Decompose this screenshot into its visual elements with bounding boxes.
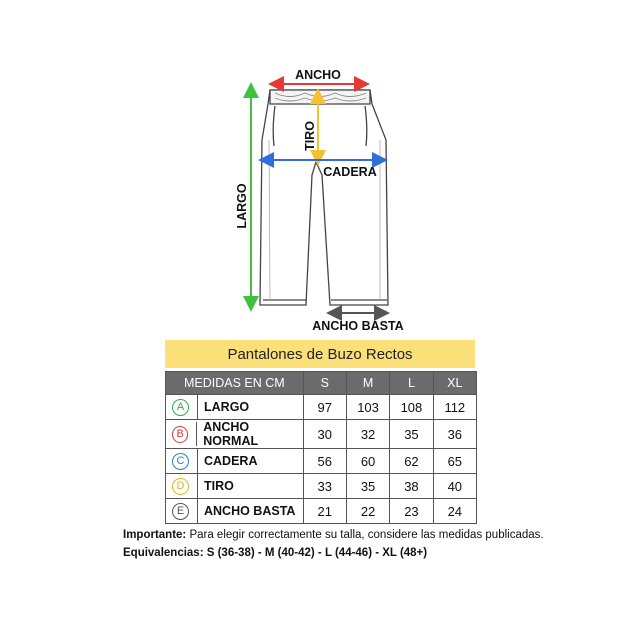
size-value-cell: 97 bbox=[303, 395, 346, 420]
important-label: Importante: bbox=[123, 529, 187, 541]
measure-name: CADERA bbox=[204, 454, 258, 468]
measure-cell bbox=[166, 499, 304, 524]
size-table-header bbox=[166, 372, 477, 395]
size-value-cell: 108 bbox=[390, 395, 433, 420]
size-value-cell: 112 bbox=[433, 395, 476, 420]
ancho-label: ANCHO bbox=[295, 68, 341, 82]
ancho-basta-label: ANCHO BASTA bbox=[312, 319, 404, 333]
table-title: Pantalones de Buzo Rectos bbox=[165, 340, 475, 368]
pants-illustration bbox=[260, 90, 388, 305]
letter-badge-icon: E bbox=[172, 503, 189, 520]
size-value-cell: 24 bbox=[433, 499, 476, 524]
header-measure: MEDIDAS EN CM bbox=[166, 372, 304, 395]
tiro-label: TIRO bbox=[303, 121, 317, 151]
size-value-cell: 40 bbox=[433, 474, 476, 499]
largo-label: LARGO bbox=[235, 183, 249, 229]
important-note bbox=[123, 526, 544, 544]
equivalences-text: Equivalencias: S (36-38) - M (40-42) - L (44-46) - XL (48+) bbox=[123, 547, 428, 559]
measure-cell bbox=[166, 449, 304, 474]
size-value-cell: 60 bbox=[346, 449, 389, 474]
measure-name: ANCHO BASTA bbox=[204, 504, 296, 518]
size-value-cell: 22 bbox=[346, 499, 389, 524]
measure-name: LARGO bbox=[204, 400, 250, 414]
size-value-cell: 103 bbox=[346, 395, 389, 420]
equivalences-note bbox=[123, 544, 544, 562]
size-value-cell: 21 bbox=[303, 499, 346, 524]
size-value-cell: 35 bbox=[346, 474, 389, 499]
important-text: Para elegir correctamente su talla, considere las medidas publicadas. bbox=[186, 529, 544, 541]
size-table bbox=[165, 371, 477, 524]
badge-divider bbox=[196, 422, 197, 446]
letter-badge-icon: B bbox=[172, 426, 188, 443]
size-value-cell: 65 bbox=[433, 449, 476, 474]
header-size-m: M bbox=[346, 372, 389, 395]
size-value-cell: 62 bbox=[390, 449, 433, 474]
size-value-cell: 30 bbox=[303, 420, 346, 449]
size-value-cell: 33 bbox=[303, 474, 346, 499]
table-row bbox=[166, 449, 477, 474]
size-value-cell: 36 bbox=[433, 420, 476, 449]
table-row bbox=[166, 499, 477, 524]
badge-divider bbox=[197, 449, 198, 473]
header-size-l: L bbox=[390, 372, 433, 395]
measure-cell bbox=[166, 395, 304, 420]
measure-name: ANCHO NORMAL bbox=[203, 420, 259, 448]
letter-badge-icon: D bbox=[172, 478, 189, 495]
letter-badge-icon: C bbox=[172, 453, 189, 470]
size-value-cell: 32 bbox=[346, 420, 389, 449]
badge-divider bbox=[197, 499, 198, 523]
size-value-cell: 38 bbox=[390, 474, 433, 499]
measure-cell bbox=[166, 420, 304, 449]
size-value-cell: 35 bbox=[390, 420, 433, 449]
cadera-label: CADERA bbox=[323, 165, 377, 179]
size-value-cell: 56 bbox=[303, 449, 346, 474]
measure-cell bbox=[166, 474, 304, 499]
badge-divider bbox=[197, 474, 198, 498]
table-row bbox=[166, 395, 477, 420]
size-value-cell: 23 bbox=[390, 499, 433, 524]
letter-badge-icon: A bbox=[172, 399, 189, 416]
notes bbox=[123, 526, 544, 562]
table-row bbox=[166, 474, 477, 499]
measure-name: TIRO bbox=[204, 479, 234, 493]
header-size-s: S bbox=[303, 372, 346, 395]
header-size-xl: XL bbox=[433, 372, 476, 395]
table-row bbox=[166, 420, 477, 449]
badge-divider bbox=[197, 395, 198, 419]
